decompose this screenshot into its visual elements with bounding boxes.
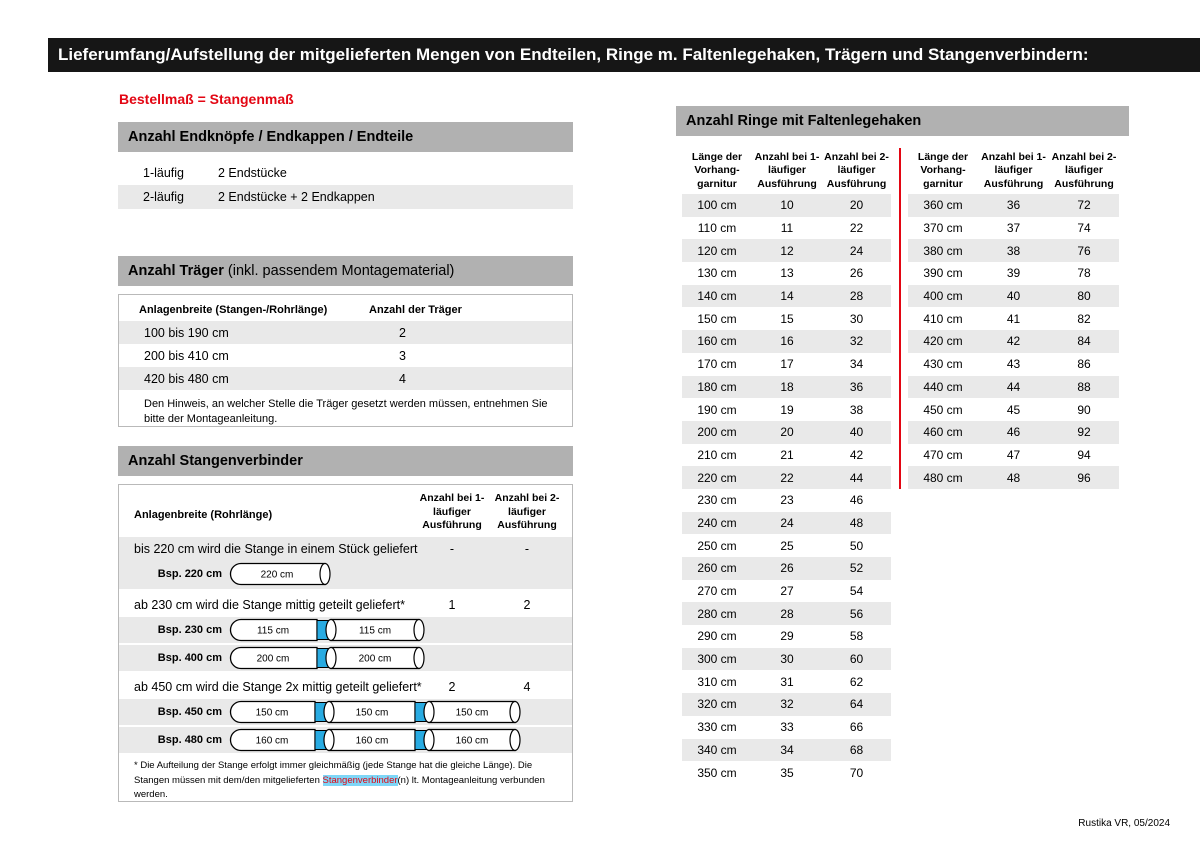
ring-table-row — [682, 398, 891, 421]
anzahl-2-cell: 30 — [849, 311, 864, 326]
length-cell: 120 cm — [682, 239, 752, 262]
ring-table-row — [682, 330, 891, 353]
anzahl-2-cell: 36 — [822, 376, 891, 399]
col-anzahl-2laeufig: Anzahl bei 2-läufiger Ausführung — [822, 148, 891, 194]
anzahl-2-cell: 46 — [849, 493, 864, 508]
footnote-highlight: Stangenverbinder — [322, 774, 398, 786]
anzahl-2-cell: 86 — [1077, 357, 1091, 372]
ring-table-row — [682, 557, 891, 580]
table-row — [118, 161, 573, 185]
ring-table-row — [682, 648, 891, 671]
length-cell: 450 cm — [923, 402, 963, 417]
ring-table-row — [682, 761, 891, 784]
anzahl-1-cell: 39 — [1006, 266, 1021, 281]
anzahl-1-cell: 34 — [752, 739, 822, 762]
ring-table-row — [682, 670, 891, 693]
header-bold-text: Anzahl Träger — [128, 263, 224, 279]
table-row — [119, 367, 572, 390]
rod-diagram — [229, 561, 333, 587]
length-cell: 420 cm — [908, 330, 978, 353]
section-rule-row — [119, 595, 572, 615]
ring-table-row — [682, 285, 891, 308]
ring-table-row — [682, 194, 891, 217]
length-cell: 190 cm — [697, 402, 737, 417]
anzahl-2-cell: 80 — [1049, 285, 1119, 308]
ring-table-row — [682, 625, 891, 648]
section-rule-row — [119, 539, 572, 559]
svg-text:160 cm: 160 cm — [455, 735, 489, 747]
length-cell: 410 cm — [923, 311, 963, 326]
anzahl-1-cell: 26 — [752, 557, 822, 580]
row-value: 2 Endstücke — [218, 166, 287, 180]
anzahl-2-cell: 24 — [822, 239, 891, 262]
anzahl-2-cell: 54 — [849, 584, 864, 599]
ring-table-row — [682, 217, 891, 240]
anzahl-1-cell: 20 — [752, 421, 822, 444]
anzahl-2-cell: 38 — [849, 402, 864, 417]
anzahl-2-cell: 60 — [822, 648, 891, 671]
svg-text:150 cm: 150 cm — [455, 707, 489, 719]
ring-header-row — [908, 148, 1119, 194]
col-laenge: Länge der Vorhang-garnitur — [682, 148, 752, 194]
table-row — [119, 321, 572, 344]
anzahl-1-cell: 27 — [780, 584, 794, 599]
length-cell: 270 cm — [697, 584, 737, 599]
svg-text:150 cm: 150 cm — [255, 707, 289, 719]
anzahl-1-cell: 32 — [752, 693, 822, 716]
length-cell: 480 cm — [908, 466, 978, 489]
traeger-column-headers — [119, 295, 572, 321]
svg-text:160 cm: 160 cm — [355, 735, 389, 747]
col-anzahl-traeger: Anzahl der Träger — [369, 304, 462, 316]
anzahl-1-cell: 47 — [1006, 447, 1021, 462]
ring-table-row — [682, 739, 891, 762]
anzahl-1-cell: 23 — [780, 493, 794, 508]
length-cell: 210 cm — [697, 447, 737, 462]
traeger-note: Den Hinweis, an welcher Stelle die Träger gesetzt werden müssen, entnehmen Sie bitte der Montageanleitung. — [144, 398, 548, 425]
length-cell: 390 cm — [923, 266, 963, 281]
length-cell: 360 cm — [908, 194, 978, 217]
rod-diagram — [229, 727, 523, 753]
count-1laeufig-cell: - — [449, 542, 455, 556]
anzahl-1-cell: 36 — [978, 194, 1049, 217]
anzahl-2-cell: 66 — [849, 720, 864, 735]
anzahl-1-cell: 18 — [752, 376, 822, 399]
length-cell: 380 cm — [908, 239, 978, 262]
section-rule-text: bis 220 cm wird die Stange in einem Stück geliefert — [134, 542, 418, 556]
example-label: Bsp. 400 cm — [157, 652, 222, 664]
col-anlagenbreite-rohrlaenge: Anlagenbreite (Rohrlänge) — [134, 509, 273, 521]
endteile-table — [118, 161, 573, 209]
count-1laeufig-cell: 2 — [448, 680, 456, 694]
anzahl-1-cell: 29 — [780, 629, 794, 644]
length-cell: 310 cm — [697, 674, 737, 689]
anzahl-2-cell: 96 — [1049, 466, 1119, 489]
anzahl-1-cell: 43 — [1006, 357, 1021, 372]
ring-table-row — [682, 716, 891, 739]
rod-diagram — [229, 645, 427, 671]
ring-table-row — [908, 466, 1119, 489]
anzahl-2-cell: 70 — [849, 765, 864, 780]
ring-table-row — [908, 376, 1119, 399]
ring-table-row — [908, 307, 1119, 330]
anzahl-1-cell: 37 — [1006, 221, 1021, 236]
rod-diagram — [229, 617, 427, 643]
anzahl-2-cell: 88 — [1049, 376, 1119, 399]
anzahl-2-cell: 28 — [822, 285, 891, 308]
ring-table-row — [908, 239, 1119, 262]
length-cell: 250 cm — [697, 538, 737, 553]
length-cell: 320 cm — [682, 693, 752, 716]
col-anzahl-2laeufig: Anzahl bei 2-läufiger Ausführung — [1049, 148, 1119, 194]
anzahl-1-cell: 24 — [752, 512, 822, 535]
ring-table-left — [682, 148, 891, 784]
anzahl-1-cell: 31 — [780, 674, 794, 689]
ring-table-row — [682, 512, 891, 535]
count-2laeufig-cell: 4 — [523, 680, 531, 694]
ring-table-row — [908, 444, 1119, 467]
row-value: 2 Endstücke + 2 Endkappen — [218, 190, 375, 204]
range-cell: 100 bis 190 cm — [144, 325, 229, 340]
length-cell: 440 cm — [908, 376, 978, 399]
length-cell: 260 cm — [682, 557, 752, 580]
length-cell: 340 cm — [682, 739, 752, 762]
rod-diagram — [229, 699, 523, 725]
length-cell: 100 cm — [682, 194, 752, 217]
verbinder-table — [118, 484, 573, 802]
anzahl-2-cell: 22 — [849, 221, 864, 236]
col-anzahl-1laeufig: Anzahl bei 1-läufiger Ausführung — [978, 148, 1049, 194]
anzahl-1-cell: 16 — [752, 330, 822, 353]
footnote-text: * Die Aufteilung der Stange erfolgt immer gleichmäßig (jede Stange hat die gleiche Länge). Die Stangen müssen mit dem/den mitgelieferten — [134, 760, 533, 786]
ring-header-row — [682, 148, 891, 194]
anzahl-1-cell: 42 — [978, 330, 1049, 353]
ring-table-row — [682, 580, 891, 603]
col-anzahl-2laeufig: Anzahl bei 2-läufiger Ausführung — [494, 492, 560, 532]
anzahl-2-cell: 68 — [822, 739, 891, 762]
anzahl-1-cell: 38 — [978, 239, 1049, 262]
anzahl-1-cell: 48 — [978, 466, 1049, 489]
anzahl-1-cell: 33 — [780, 720, 794, 735]
section-rule-text: ab 450 cm wird die Stange 2x mittig geteilt geliefert* — [134, 680, 422, 694]
ring-table-row — [682, 353, 891, 376]
anzahl-2-cell: 92 — [1049, 421, 1119, 444]
page-title: Lieferumfang/Aufstellung der mitgelieferten Mengen von Endteilen, Ringe m. Faltenlegehaken, Trägern und Stangenverbindern: — [48, 38, 1200, 72]
anzahl-1-cell: 15 — [780, 311, 794, 326]
col-anzahl-1laeufig: Anzahl bei 1-läufiger Ausführung — [419, 492, 485, 532]
anzahl-2-cell: 72 — [1049, 194, 1119, 217]
anzahl-2-cell: 78 — [1077, 266, 1091, 281]
ring-table-row — [908, 421, 1119, 444]
anzahl-1-cell: 44 — [978, 376, 1049, 399]
length-cell: 290 cm — [697, 629, 737, 644]
length-cell: 300 cm — [682, 648, 752, 671]
anzahl-1-cell: 41 — [1006, 311, 1021, 326]
rod-example-row — [119, 561, 572, 587]
verbinder-section — [119, 537, 572, 589]
length-cell: 460 cm — [908, 421, 978, 444]
anzahl-2-cell: 48 — [822, 512, 891, 535]
col-laenge: Länge der Vorhang-garnitur — [908, 148, 978, 194]
length-cell: 140 cm — [682, 285, 752, 308]
ring-table-row — [682, 262, 891, 285]
length-cell: 200 cm — [682, 421, 752, 444]
ring-table-row — [908, 217, 1119, 240]
section-header-ringe: Anzahl Ringe mit Faltenlegehaken — [676, 106, 1129, 136]
anzahl-1-cell: 22 — [752, 466, 822, 489]
length-cell: 240 cm — [682, 512, 752, 535]
example-label: Bsp. 450 cm — [157, 706, 222, 718]
svg-text:115 cm: 115 cm — [256, 625, 290, 637]
anzahl-1-cell: 30 — [752, 648, 822, 671]
length-cell: 350 cm — [697, 765, 737, 780]
col-anzahl-1laeufig: Anzahl bei 1-läufiger Ausführung — [752, 148, 822, 194]
row-label: 2-läufig — [143, 190, 184, 204]
anzahl-2-cell: 82 — [1077, 311, 1091, 326]
verbinder-section — [119, 677, 572, 753]
document-version: Rustika VR, 05/2024 — [1078, 818, 1170, 829]
length-cell: 130 cm — [697, 266, 737, 281]
length-cell: 150 cm — [697, 311, 737, 326]
ring-table-row — [682, 376, 891, 399]
svg-text:200 cm: 200 cm — [358, 653, 392, 665]
svg-text:200 cm: 200 cm — [256, 653, 290, 665]
anzahl-2-cell: 50 — [849, 538, 864, 553]
anzahl-1-cell: 28 — [752, 602, 822, 625]
anzahl-1-cell: 19 — [780, 402, 794, 417]
ring-table-row — [682, 239, 891, 262]
example-label: Bsp. 480 cm — [157, 734, 222, 746]
ring-table-row — [908, 262, 1119, 285]
anzahl-2-cell: 90 — [1077, 402, 1091, 417]
range-cell: 420 bis 480 cm — [144, 371, 229, 386]
length-cell: 330 cm — [697, 720, 737, 735]
anzahl-1-cell: 17 — [780, 357, 794, 372]
length-cell: 470 cm — [923, 447, 963, 462]
length-cell: 430 cm — [923, 357, 963, 372]
table-divider — [899, 148, 901, 489]
anzahl-2-cell: 84 — [1049, 330, 1119, 353]
anzahl-1-cell: 25 — [780, 538, 794, 553]
length-cell: 180 cm — [682, 376, 752, 399]
verbinder-sections — [119, 537, 572, 753]
table-row — [118, 185, 573, 209]
ring-table-row — [682, 421, 891, 444]
count-2laeufig-cell: 2 — [523, 598, 531, 612]
footnote-text: (n) lt. Montageanleitung verbunden werden. — [134, 774, 545, 801]
length-cell: 370 cm — [923, 221, 963, 236]
anzahl-2-cell: 44 — [822, 466, 891, 489]
traeger-table — [118, 294, 573, 427]
count-cell: 4 — [399, 371, 406, 386]
svg-text:115 cm: 115 cm — [358, 625, 392, 637]
anzahl-2-cell: 42 — [849, 447, 864, 462]
section-header-endteile: Anzahl Endknöpfe / Endkappen / Endteile — [118, 122, 573, 152]
subtitle-bestellmass: Bestellmaß = Stangenmaß — [119, 91, 294, 107]
svg-text:220 cm: 220 cm — [260, 569, 294, 581]
count-1laeufig-cell: 1 — [448, 598, 456, 612]
section-rule-text: ab 230 cm wird die Stange mittig geteilt geliefert* — [134, 598, 405, 612]
ring-table-row — [682, 693, 891, 716]
count-cell: 3 — [399, 348, 406, 363]
anzahl-1-cell: 45 — [1006, 402, 1021, 417]
length-cell: 230 cm — [697, 493, 737, 508]
anzahl-1-cell: 40 — [978, 285, 1049, 308]
rod-example-row — [119, 617, 572, 643]
example-label: Bsp. 230 cm — [157, 624, 222, 636]
verbinder-section — [119, 595, 572, 671]
anzahl-1-cell: 14 — [752, 285, 822, 308]
ring-table-row — [682, 466, 891, 489]
anzahl-2-cell: 20 — [822, 194, 891, 217]
ring-table-row — [682, 444, 891, 467]
anzahl-2-cell: 32 — [822, 330, 891, 353]
ring-table-row — [682, 602, 891, 625]
ring-table-row — [908, 194, 1119, 217]
anzahl-2-cell: 52 — [822, 557, 891, 580]
svg-text:150 cm: 150 cm — [355, 707, 389, 719]
length-cell: 110 cm — [697, 221, 737, 236]
row-label: 1-läufig — [143, 166, 184, 180]
range-cell: 200 bis 410 cm — [144, 348, 229, 363]
rod-example-row — [119, 645, 572, 671]
footnote — [119, 759, 572, 803]
length-cell: 400 cm — [908, 285, 978, 308]
table-row — [119, 344, 572, 367]
svg-text:160 cm: 160 cm — [255, 735, 289, 747]
ring-table-row — [682, 307, 891, 330]
section-header-verbinder: Anzahl Stangenverbinder — [118, 446, 573, 476]
example-label: Bsp. 220 cm — [157, 568, 222, 580]
length-cell: 160 cm — [682, 330, 752, 353]
ring-table-row — [682, 534, 891, 557]
anzahl-1-cell: 11 — [780, 221, 794, 236]
anzahl-2-cell: 64 — [822, 693, 891, 716]
anzahl-1-cell: 35 — [780, 765, 794, 780]
anzahl-2-cell: 56 — [822, 602, 891, 625]
anzahl-1-cell: 12 — [752, 239, 822, 262]
anzahl-2-cell: 94 — [1077, 447, 1091, 462]
ring-table-row — [908, 353, 1119, 376]
count-2laeufig-cell: - — [524, 542, 530, 556]
section-header-traeger — [118, 256, 573, 286]
rod-example-row — [119, 699, 572, 725]
anzahl-2-cell: 74 — [1077, 221, 1091, 236]
section-rule-row — [119, 677, 572, 697]
anzahl-1-cell: 10 — [752, 194, 822, 217]
anzahl-2-cell: 58 — [849, 629, 864, 644]
anzahl-2-cell: 76 — [1049, 239, 1119, 262]
header-normal-text: (inkl. passendem Montagematerial) — [223, 263, 455, 279]
ring-table-row — [908, 398, 1119, 421]
anzahl-2-cell: 62 — [849, 674, 864, 689]
length-cell: 170 cm — [697, 357, 737, 372]
anzahl-1-cell: 21 — [780, 447, 794, 462]
col-anlagenbreite: Anlagenbreite (Stangen-/Rohrlänge) — [139, 304, 328, 316]
rod-example-row — [119, 727, 572, 753]
anzahl-1-cell: 46 — [978, 421, 1049, 444]
ring-table-row — [908, 330, 1119, 353]
anzahl-2-cell: 34 — [849, 357, 864, 372]
anzahl-1-cell: 13 — [780, 266, 794, 281]
anzahl-2-cell: 26 — [849, 266, 864, 281]
ring-table-right — [908, 148, 1119, 489]
ring-table-row — [682, 489, 891, 512]
count-cell: 2 — [399, 325, 406, 340]
anzahl-2-cell: 40 — [822, 421, 891, 444]
length-cell: 280 cm — [682, 602, 752, 625]
ring-table-row — [908, 285, 1119, 308]
length-cell: 220 cm — [682, 466, 752, 489]
